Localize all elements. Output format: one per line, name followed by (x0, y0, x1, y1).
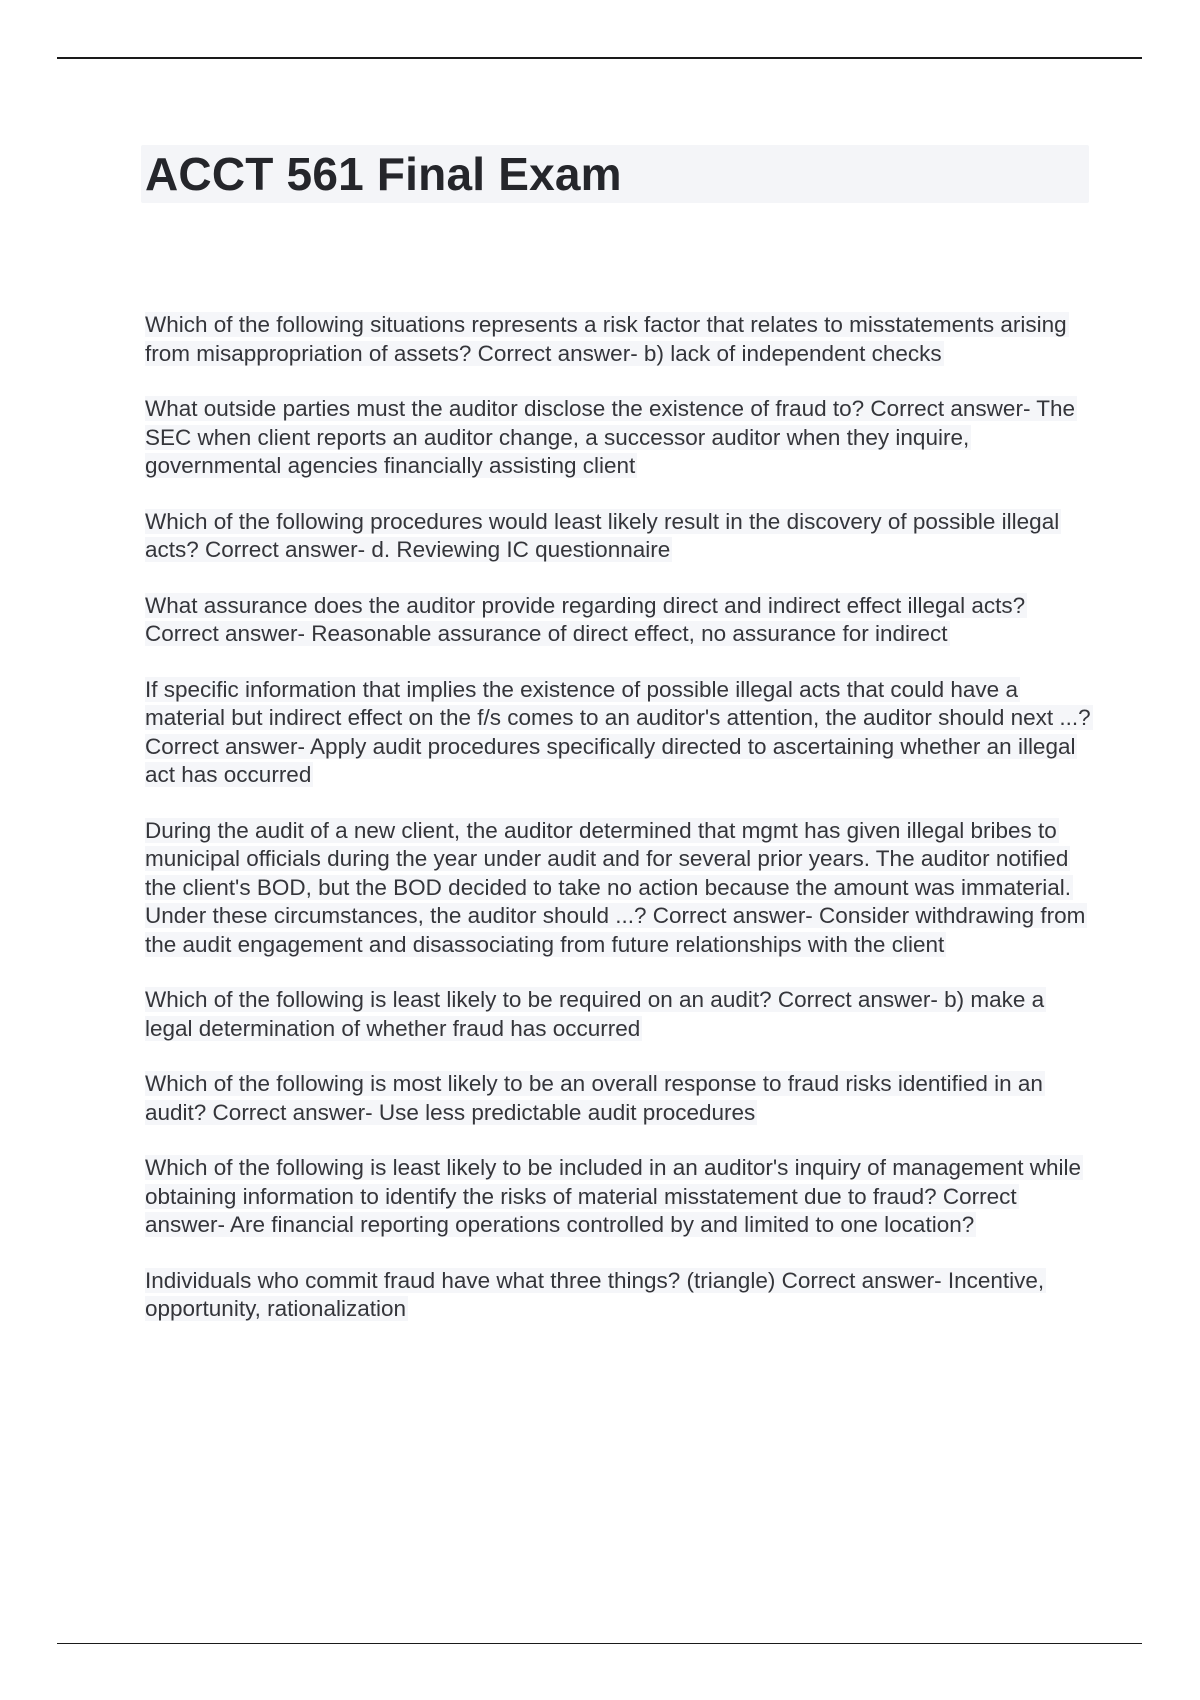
qa-item-5 (145, 676, 1093, 790)
qa-item-7 (145, 986, 1093, 1043)
question-list (145, 311, 1093, 1351)
qa-item-2 (145, 395, 1093, 481)
qa-item-6 (145, 817, 1093, 960)
qa-item-3 (145, 508, 1093, 565)
qa-text: Which of the following is least likely to be included in an auditor's inquiry of management while obtaining information to identify the risks of material misstatement due to fraud? Correct answer- Are financial reporting operations controlled by and limited to one location? (145, 1155, 1082, 1237)
qa-item-4 (145, 592, 1093, 649)
qa-item-9 (145, 1154, 1093, 1240)
top-divider (57, 57, 1142, 59)
qa-item-8 (145, 1070, 1093, 1127)
qa-item-1 (145, 311, 1093, 368)
qa-text: Which of the following is least likely to be required on an audit? Correct answer- b) make a legal determination of whether fraud has occurred (145, 987, 1045, 1041)
qa-text: Individuals who commit fraud have what three things? (triangle) Correct answer- Incentive, opportunity, rationalization (145, 1267, 1045, 1321)
qa-text: Which of the following is most likely to be an overall response to fraud risks identified in an audit? Correct answer- Use less predictable audit procedures (145, 1071, 1043, 1125)
page-title: ACCT 561 Final Exam (145, 148, 622, 200)
qa-text: Which of the following procedures would least likely result in the discovery of possible illegal acts? Correct answer- d. Reviewing IC questionnaire (145, 508, 1060, 562)
qa-text: What assurance does the auditor provide regarding direct and indirect effect illegal acts? Correct answer- Reasonable assurance of direct effect, no assurance for indirect (145, 592, 1026, 646)
qa-item-10 (145, 1267, 1093, 1324)
qa-text: During the audit of a new client, the auditor determined that mgmt has given illegal bribes to municipal officials during the year under audit and for several prior years. The auditor notified the client's BOD, but the BOD decided to take no action because the amount was immaterial. Under these circumstances, the auditor should ...? Correct answer- Consider withdrawing from the audit engagement and disassociating from future relationships with the client (145, 817, 1086, 957)
qa-text: What outside parties must the auditor disclose the existence of fraud to? Correct answer- The SEC when client reports an auditor change, a successor auditor when they inquire, governmental agencies financially assisting client (145, 396, 1076, 478)
qa-text: If specific information that implies the existence of possible illegal acts that could have a material but indirect effect on the f/s comes to an auditor's attention, the auditor should next ...? Correct answer- Apply audit procedures specifically directed to ascertaining whether an illegal act has occurred (145, 676, 1091, 787)
bottom-divider (57, 1643, 1142, 1644)
qa-text: Which of the following situations represents a risk factor that relates to misstatements arising from misappropriation of assets? Correct answer- b) lack of independent checks (145, 312, 1067, 366)
